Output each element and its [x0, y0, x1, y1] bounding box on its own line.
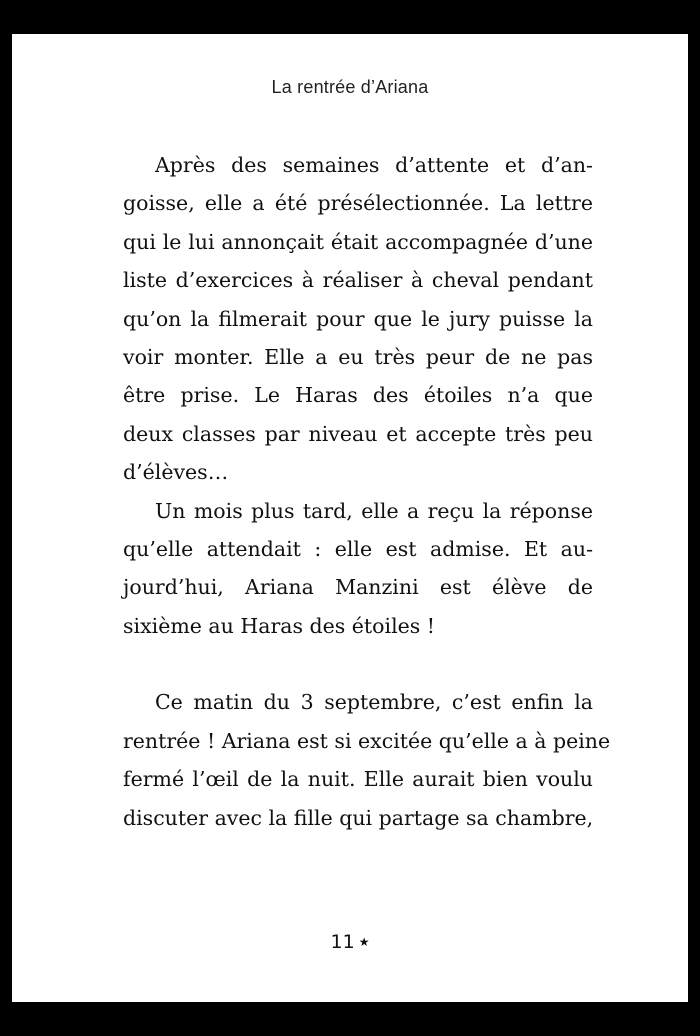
running-header: La rentrée d’Ariana — [271, 77, 429, 97]
text-line: discuter avec la fille qui partage sa chambre, — [123, 805, 594, 830]
text-line: d’élèves… — [123, 460, 229, 485]
text-line: Ce matin du 3 septembre, c’est enfin la — [155, 690, 593, 715]
text-line: deux classes par niveau et accepte très peu — [123, 421, 593, 446]
text-line: voir monter. Elle a eu très peur de ne pas — [123, 344, 593, 369]
text-line: fermé l’œil de la nuit. Elle aurait bien voulu — [123, 767, 593, 792]
text-line: jourd’hui, Ariana Manzini est élève de — [123, 575, 593, 600]
page-number: 11 — [330, 931, 355, 953]
book-page — [12, 34, 688, 1002]
star-icon: ★ — [358, 935, 370, 949]
text-line: qui le lui annonçait était accompagnée d’une — [123, 229, 593, 254]
text-line: qu’on la filmerait pour que le jury puisse la — [123, 306, 593, 331]
text-line: Après des semaines d’attente et d’an- — [155, 153, 593, 177]
body-text — [123, 146, 611, 837]
text-line: liste d’exercices à réaliser à cheval pendant — [123, 268, 593, 293]
section-break — [123, 645, 593, 683]
text-line: Un mois plus tard, elle a reçu la réponse — [155, 498, 593, 523]
text-line: être prise. Le Haras des étoiles n’a que — [123, 383, 593, 408]
text-line: qu’elle attendait : elle est admise. Et au- — [123, 536, 593, 561]
text-line: goisse, elle a été présélectionnée. La lettre — [123, 191, 593, 216]
page-footer — [12, 931, 688, 953]
text-line: sixième au Haras des étoiles ! — [123, 613, 436, 638]
text-line: rentrée ! Ariana est si excitée qu’elle a à peine — [123, 728, 611, 753]
